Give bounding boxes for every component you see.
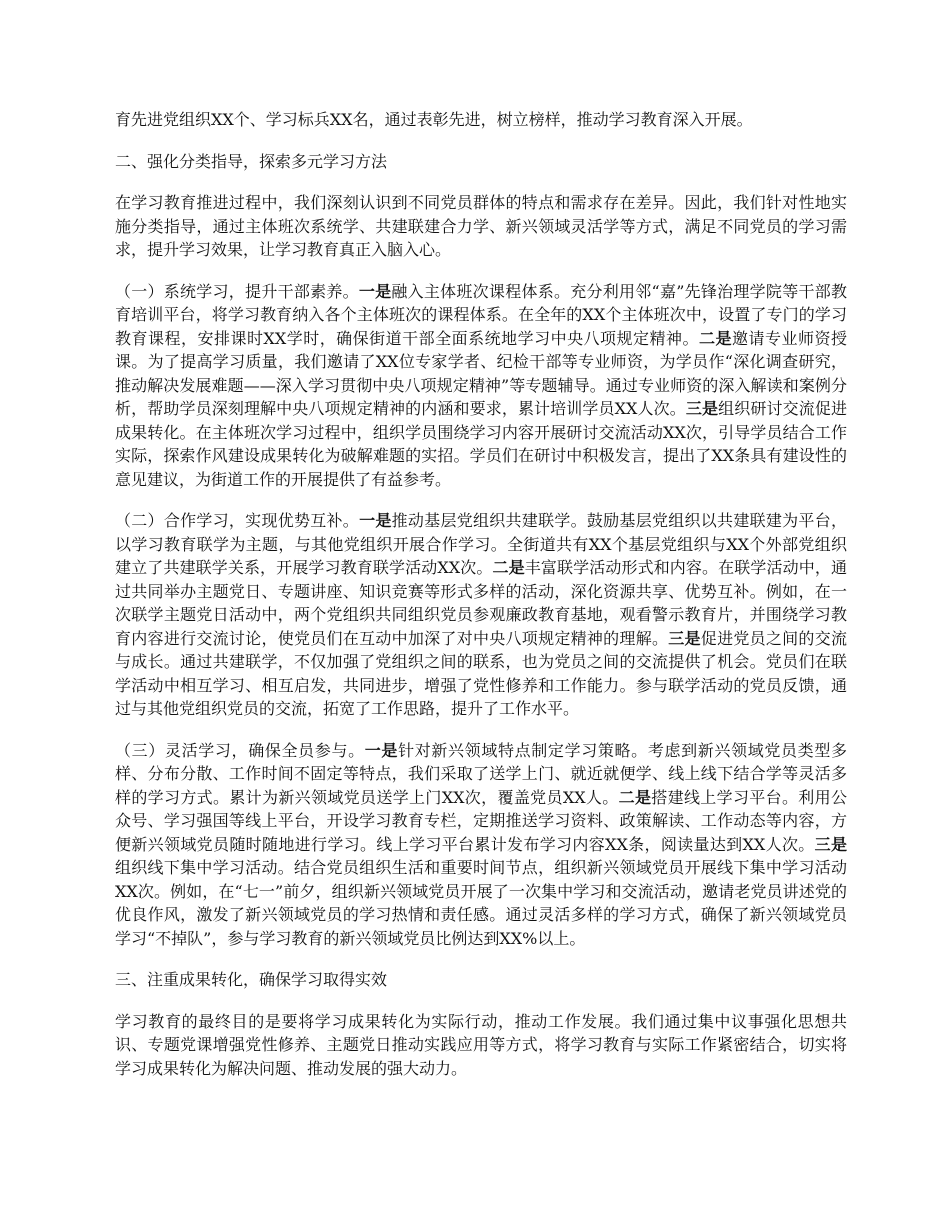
point-2-marker: 二是: [699, 328, 733, 348]
point-2-text: 丰富联学活动形式和内容。在联学活动中，通过共同举办主题党日、专题讲座、知识竞赛等形式多样的活动，深化资源共享、优势互补。例如，在一次联学主题党日活动中，两个党组织共同组织党员参观廉政教育基地，观看警示教育片，并围绕学习教育内容进行交流讨论，使党员们在互动中加深了对中央八项规定精神的理解。: [115, 558, 847, 648]
section-3-lead-paragraph: 学习教育的最终目的是要将学习成果转化为实际行动，推动工作发展。我们通过集中议事强化思想共识、专题党课增强党性修养、主题党日推动实践应用等方式，将学习教育与实际工作紧密结合，切实将学习成果转化为解决问题、推动发展的强大动力。: [115, 1011, 847, 1078]
point-1-text: 融入主体班次课程体系。充分利用邻“嘉”先锋治理学院等干部教育培训平台，将学习教育纳入各个主体班次的课程体系。在全年的XX个主体班次中，设置了专门的学习教育课程，安排课时XX学时，确保街道干部全面系统地学习中央八项规定精神。: [115, 281, 847, 348]
point-2-marker: 二是: [492, 558, 525, 577]
section-2-lead-paragraph: 在学习教育推进过程中，我们深刻认识到不同党员群体的特点和需求存在差异。因此，我们针对性地实施分类指导，通过主体班次系统学、共建联建合力学、新兴领域灵活学等方式，满足不同党员的学习需求，提升学习效果，让学习教育真正入脑入心。: [115, 193, 847, 259]
point-2-text: 邀请专业师资授课。为了提高学习质量，我们邀请了XX位专家学者、纪检干部等专业师资，为学员作“深化调查研究，推动解决发展难题——深入学习贯彻中央八项规定精神”等专题辅导。通过专业师资的深入解读和案例分析，帮助学员深刻理解中央八项规定精神的内涵和要求，累计培训学员XX人次。: [115, 328, 847, 418]
subsection-1-paragraph: [115, 280, 847, 492]
subsection-1-title: （一）系统学习，提升干部素养。: [115, 281, 359, 301]
point-1-text: 针对新兴领域特点制定学习策略。考虑到新兴领域党员类型多样、分布分散、工作时间不固定等特点，我们采取了送学上门、就近就便学、线上线下结合学等灵活多样的学习方式。累计为新兴领域党员送学上门XX次，覆盖党员XX人。: [115, 740, 847, 807]
point-3-text: 组织研讨交流促进成果转化。在主体班次学习过程中，组织学员围绕学习内容开展研讨交流活动XX次，引导学员结合工作实际，探索作风建设成果转化为破解难题的实招。学员们在研讨中积极发言，提出了XX条具有建设性的意见建议，为街道工作的开展提供了有益参考。: [115, 399, 847, 489]
subsection-2-paragraph: [115, 509, 847, 721]
point-2-text: 搭建线上学习平台。利用公众号、学习强国等线上平台，开设学习教育专栏，定期推送学习资料、政策解读、工作动态等内容，方便新兴领域党员随时随地进行学习。线上学习平台累计发布学习内容XX条，阅读量达到XX人次。: [115, 787, 847, 854]
section-2-heading: 二、强化分类指导，探索多元学习方法: [115, 151, 388, 171]
document-body: [115, 108, 847, 1098]
point-1-text: 推动基层党组织共建联学。鼓励基层党组织以共建联建为平台，以学习教育联学为主题，与其他党组织开展合作学习。全街道共有XX个基层党组织与XX个外部党组织建立了共建联学关系，开展学习教育联学活动XX次。: [115, 511, 847, 577]
subsection-3-title: （三）灵活学习，确保全员参与。: [115, 740, 365, 760]
point-3-text: 组织线下集中学习活动。结合党员组织生活和重要时间节点，组织新兴领域党员开展线下集中学习活动XX次。例如，在“七一”前夕，组织新兴领域党员开展了一次集中学习和交流活动，邀请老党员讲述党的优良作风，激发了新兴领域党员的学习热情和责任感。通过灵活多样的学习方式，确保了新兴领域党员学习“不掉队”，参与学习教育的新兴领域党员比例达到XX%以上。: [115, 858, 847, 948]
subsection-3-paragraph: [115, 739, 847, 951]
subsection-2-title: （二）合作学习，实现优势互补。: [115, 511, 360, 530]
point-1-marker: 一是: [359, 511, 392, 530]
point-3-marker: 三是: [814, 834, 847, 854]
point-3-marker: 三是: [668, 628, 701, 648]
point-1-marker: 一是: [358, 281, 392, 301]
section-3-heading: 三、注重成果转化，确保学习取得实效: [115, 970, 388, 989]
point-2-marker: 二是: [618, 787, 652, 807]
intro-paragraph: 育先进党组织XX个、学习标兵XX名，通过表彰先进，树立榜样，推动学习教育深入开展。: [115, 110, 753, 129]
point-1-marker: 一是: [364, 740, 399, 760]
point-3-text: 促进党员之间的交流与成长。通过共建联学，不仅加强了党组织之间的联系，也为党员之间的交流提供了机会。党员们在联学活动中相互学习、相互启发，共同进步，增强了党性修养和工作能力。参与联学活动的党员反馈，通过与其他党组织党员的交流，拓宽了工作思路，提升了工作水平。: [115, 628, 847, 718]
point-3-marker: 三是: [685, 399, 719, 418]
